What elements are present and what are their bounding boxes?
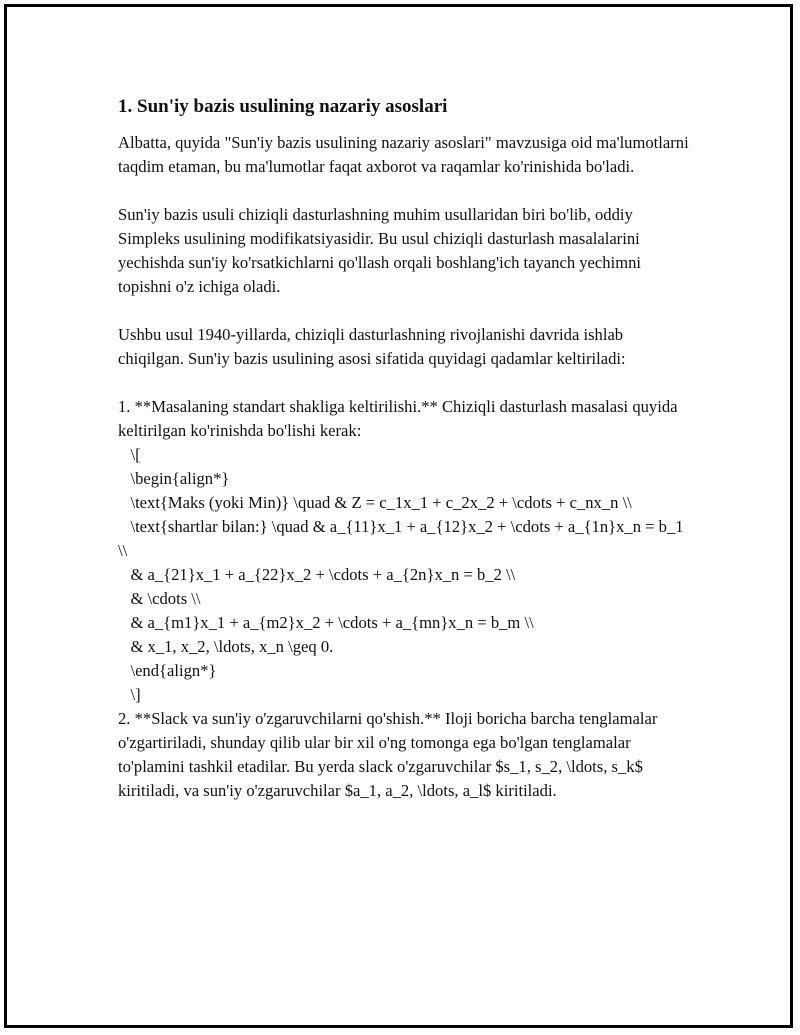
latex-line: \text{Maks (yoki Min)} \quad & Z = c_1x_1 + c_2x_2 + \cdots + c_nx_n \\	[118, 493, 632, 512]
latex-line: & x_1, x_2, \ldots, x_n \geq 0.	[118, 637, 334, 656]
paragraph-intro: Albatta, quyida "Sun'iy bazis usulining nazariy asoslari" mavzusiga oid ma'lumotlarni taqdim etaman, bu ma'lumotlar faqat axborot va raqamlar ko'rinishida bo'ladi.	[118, 133, 689, 176]
latex-line: & a_{21}x_1 + a_{22}x_2 + \cdots + a_{2n}x_n = b_2 \\	[118, 565, 516, 584]
paragraph-step-2: 2. **Slack va sun'iy o'zgaruvchilarni qo'shish.** Iloji boricha barcha tenglamalar o'zgartiriladi, shunday qilib ular bir xil o'ng tomonga ega bo'lgan tenglamalar to'plamini tashkil etadilar. Bu yerda slack o'zgaruvchilar $s_1, s_2, \ldots, s_k$ kiritiladi, va sun'iy o'zgaruvchilar $a_1, a_2, \ldots, a_l$ kiritiladi.	[118, 709, 658, 800]
paragraph-step-1: 1. **Masalaning standart shakliga keltirilishi.** Chiziqli dasturlash masalasi quyida keltirilgan ko'rinishda bo'lishi kerak:	[118, 397, 678, 440]
latex-line: \begin{align*}	[118, 469, 230, 488]
latex-line: \end{align*}	[118, 661, 217, 680]
latex-line: \text{shartlar bilan:} \quad & a_{11}x_1 + a_{12}x_2 + \cdots + a_{1n}x_n = b_1 \\	[118, 517, 688, 560]
latex-line: \[	[118, 445, 141, 464]
document-body	[118, 94, 693, 803]
latex-line: & \cdots \\	[118, 589, 201, 608]
section-heading: 1. Sun'iy bazis usulining nazariy asoslari	[118, 96, 448, 117]
paragraph-method-description: Sun'iy bazis usuli chiziqli dasturlashning muhim usullaridan biri bo'lib, oddiy Simpleks usulining modifikatsiyasidir. Bu usul chiziqli dasturlash masalalarini yechishda sun'iy ko'rsatkichlarni qo'llash orqali boshlang'ich tayanch yechimni topishni o'z ichiga oladi.	[118, 205, 642, 296]
paragraph-history: Ushbu usul 1940-yillarda, chiziqli dasturlashning rivojlanishi davrida ishlab chiqilgan. Sun'iy bazis usulining asosi sifatida quyidagi qadamlar keltiriladi:	[118, 325, 626, 368]
latex-formula-block	[118, 443, 693, 707]
latex-line: & a_{m1}x_1 + a_{m2}x_2 + \cdots + a_{mn}x_n = b_m \\	[118, 613, 534, 632]
latex-line: \]	[118, 685, 141, 704]
